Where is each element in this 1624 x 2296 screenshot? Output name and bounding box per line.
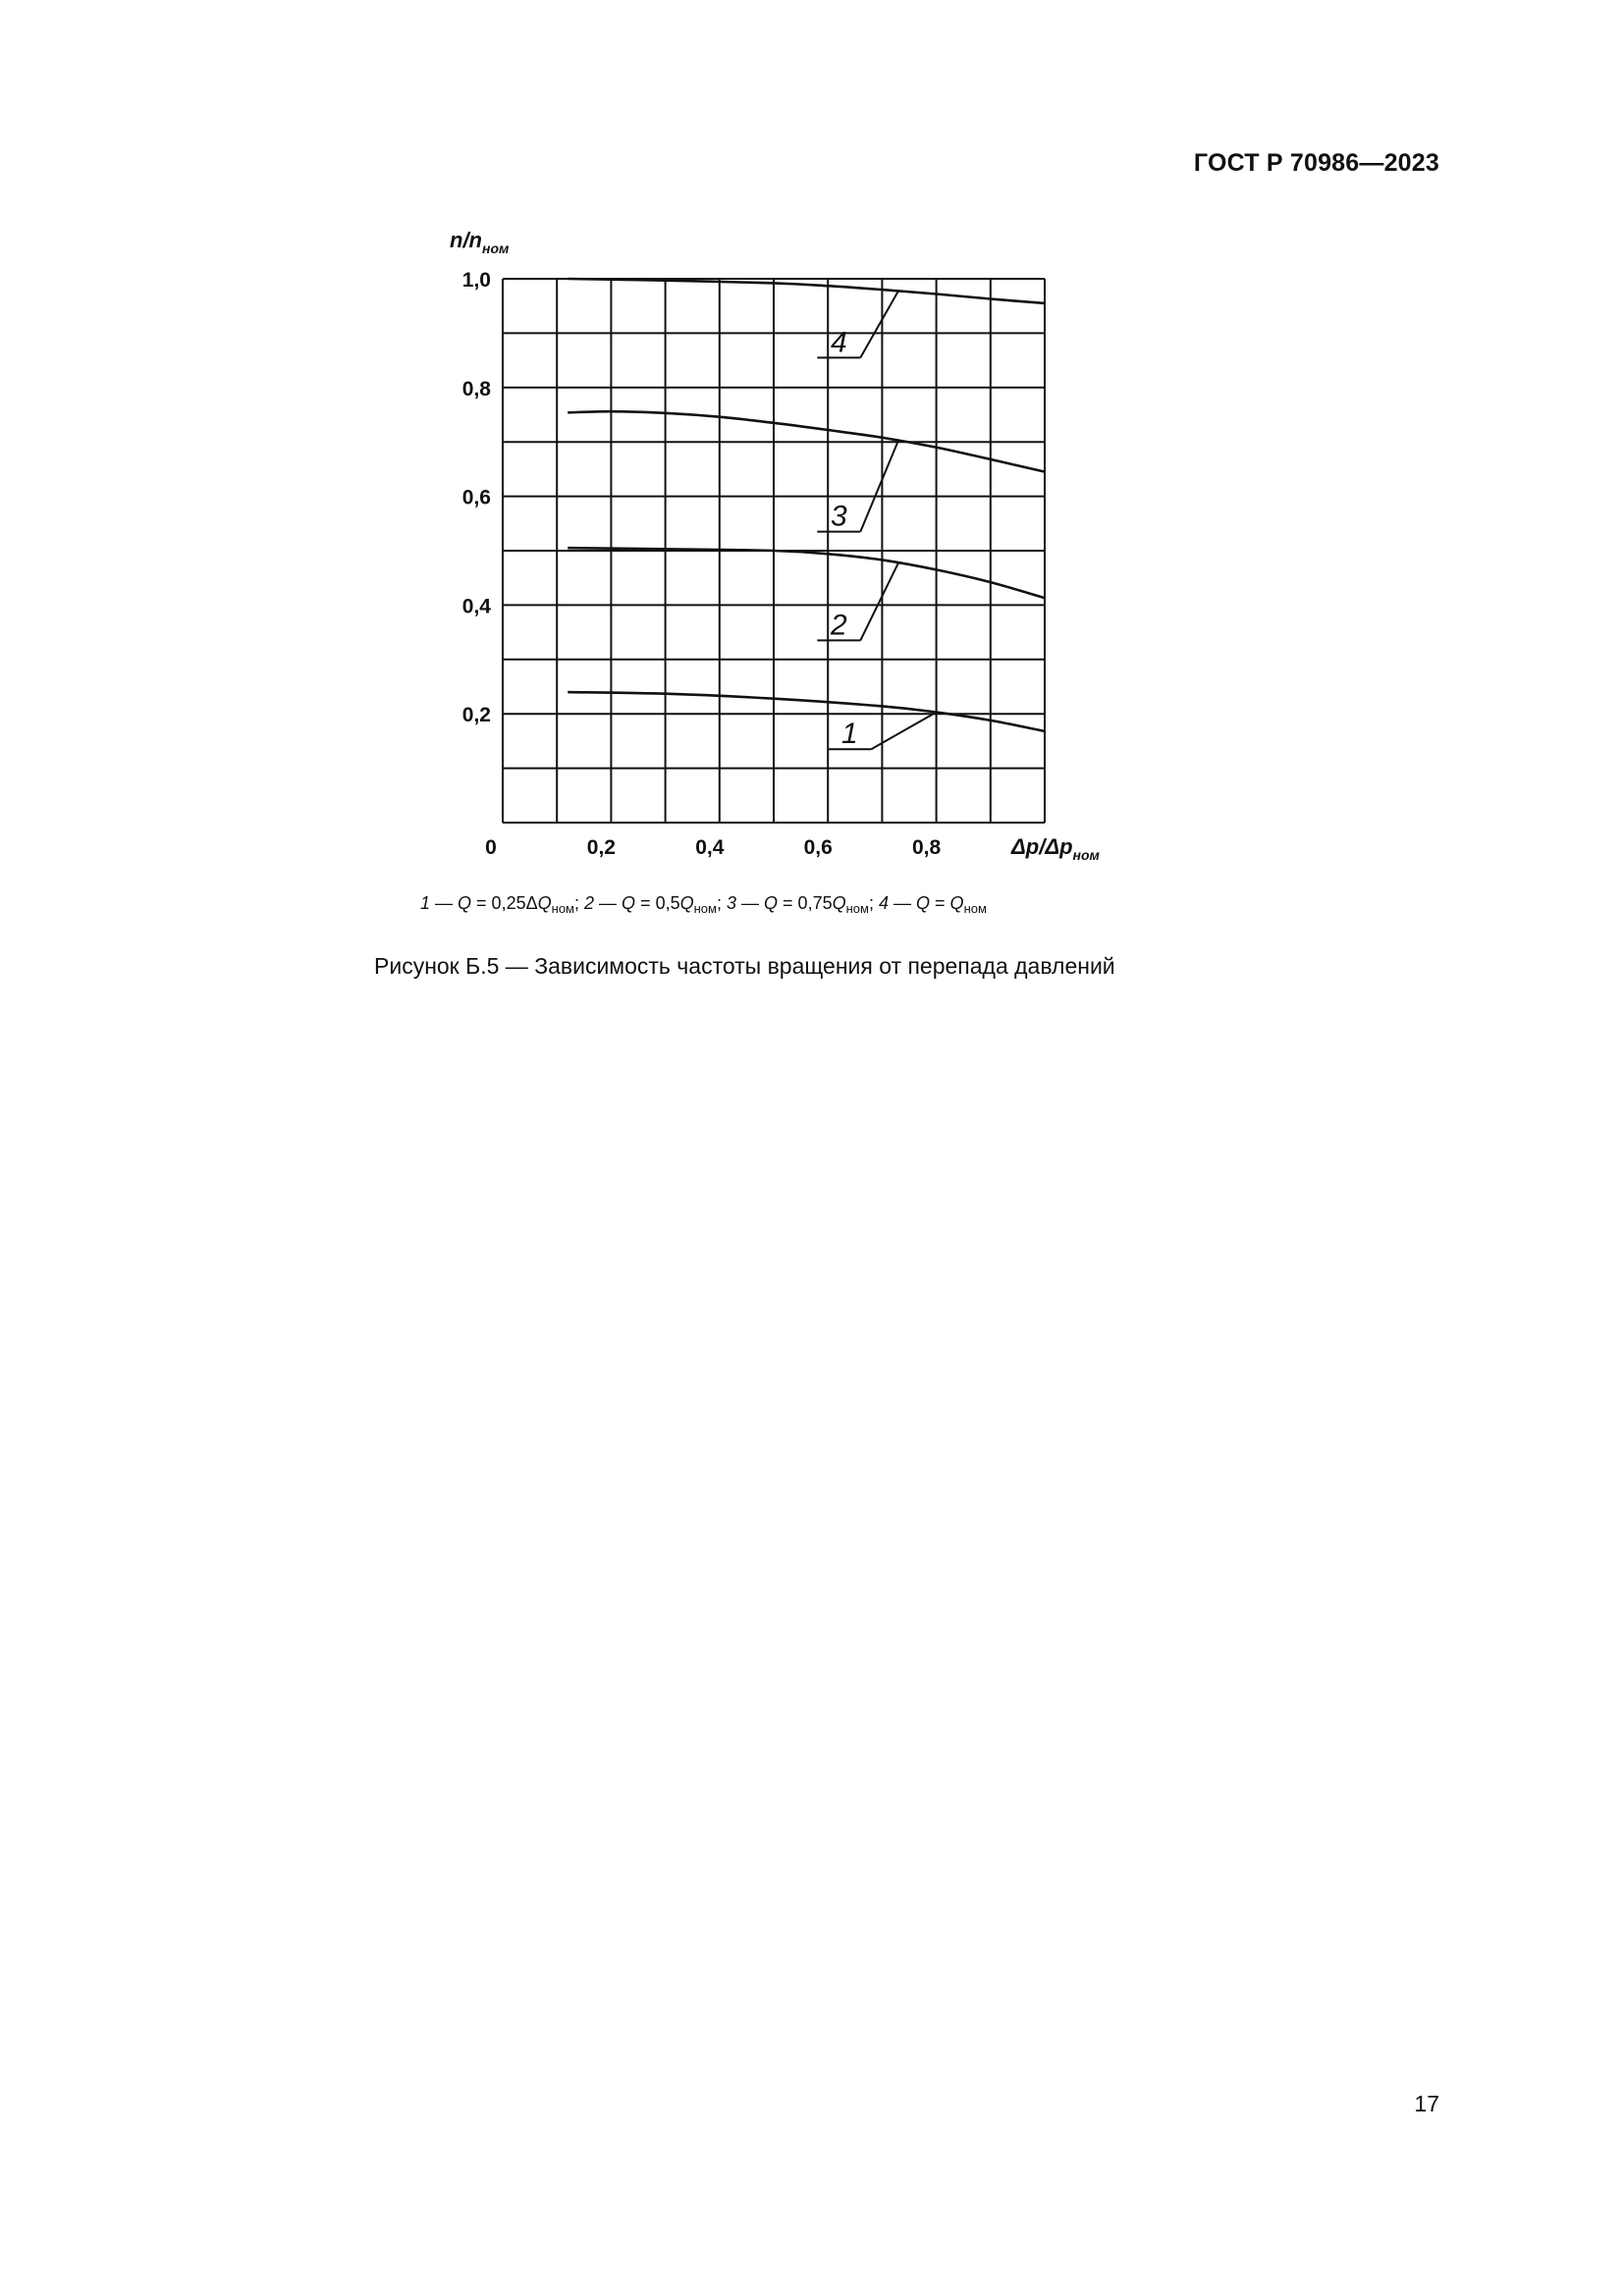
y-tick-label: 1,0 [461,269,491,292]
legend-var: Q [537,893,552,913]
leader-4 [860,291,898,357]
leader-2 [860,562,898,640]
curve-label-1: 1 [841,718,858,751]
legend-sub: ном [551,901,574,916]
legend-sub: ном [845,901,869,916]
speed-vs-pressure-chart [0,0,1624,883]
curve-2 [568,548,1045,598]
y-tick-label: 0,2 [461,704,491,727]
curve-4 [568,279,1045,303]
legend-var: Q [949,893,964,913]
legend-sub: ном [693,901,717,916]
legend-num: 1 [420,893,431,913]
legend-var: Q [679,893,694,913]
leader-3 [860,441,898,532]
legend-var: Q [458,893,472,913]
y-tick-label: 0,6 [461,486,491,509]
curve-1 [568,692,1045,731]
legend-var: Q [832,893,846,913]
x-tick-label: 0,2 [586,836,617,859]
x-tick-label: 0 [485,836,497,859]
x-tick-label: 0,4 [695,836,725,859]
y-tick-label: 0,4 [461,595,491,618]
legend-var: Q [764,893,779,913]
leader-1 [871,713,936,750]
x-axis-label-sub: ном [1072,847,1100,863]
y-tick-label: 0,8 [461,377,491,400]
legend-sub: ном [963,901,987,916]
legend-items: 1 — $Q = 0,25\Delta Q_{ном}$; 2 — $Q = 0,5Q_{ном}$; 3 — $Q = 0,75Q_{ном}$; 4 — $Q = Q_{ном}$ [420,893,987,916]
legend-var: Q [622,893,636,913]
legend-num: 4 [878,893,889,913]
legend-num: 2 [584,893,595,913]
page-number: 17 [1414,2091,1439,2116]
y-axis-label-sub: ном [482,240,510,256]
x-tick-label: 0,8 [911,836,942,859]
curve-leaders [817,291,936,750]
legend-num: 3 [727,893,737,913]
y-axis-label [450,228,510,256]
standard-number: ГОСТ Р 70986—2023 [1193,149,1439,177]
x-axis-label-main: Δp/Δp [1011,834,1073,859]
y-axis-label-main: n/n [450,228,482,252]
x-axis-label [1010,834,1101,863]
figure-caption: Рисунок Б.5 — Зависимость частоты вращения от перепада давлений [374,953,1115,979]
curve-label-3: 3 [830,500,847,533]
curve-label-4: 4 [830,326,847,359]
legend-var: Q [916,893,931,913]
x-tick-label: 0,6 [803,836,833,859]
chart-ticks [462,269,942,859]
chart-curves [568,279,1045,731]
curve-label-2: 2 [830,609,847,642]
